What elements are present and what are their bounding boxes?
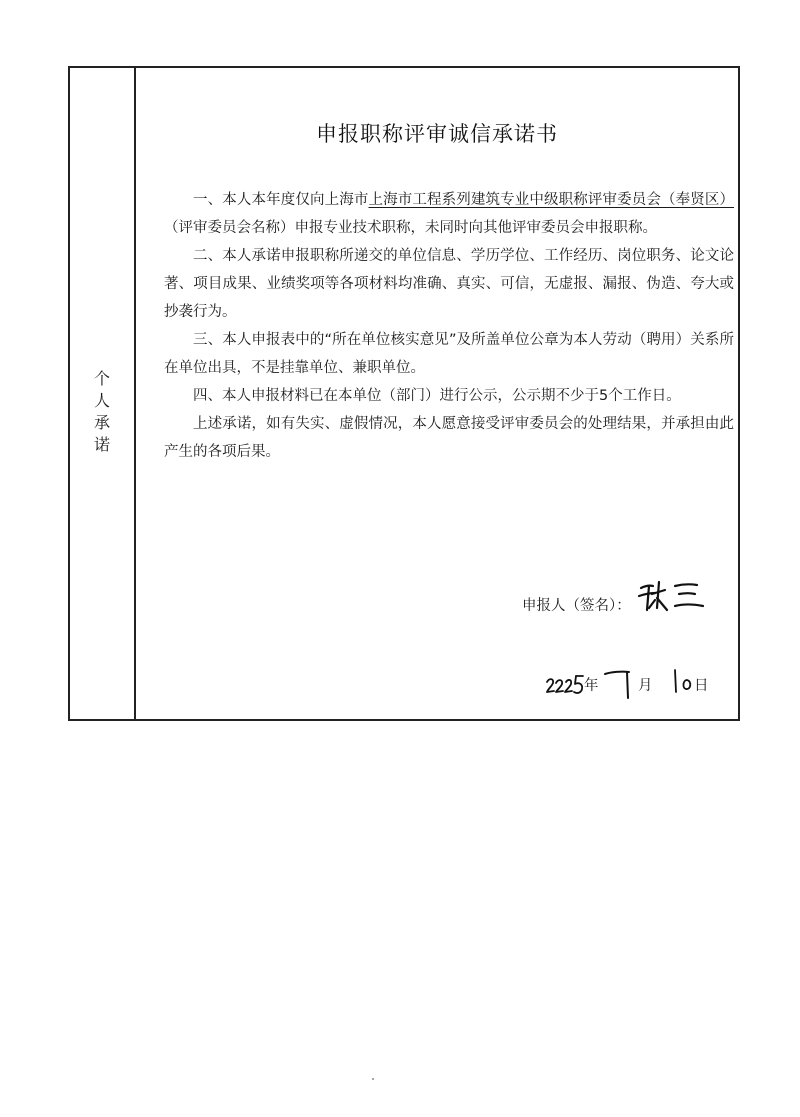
handwritten-day — [672, 662, 696, 698]
clause-one — [164, 186, 734, 242]
date-month-unit: 月 — [638, 678, 653, 694]
date-row — [546, 664, 746, 704]
clause-two: 二、本人承诺申报职称所递交的单位信息、学历学位、工作经历、岗位职务、论文论著、项目成果、业绩奖项等各项材料均准确、真实、可信，无虚报、漏报、伪造、夸大或抄袭行为。 — [164, 248, 734, 320]
clause-four: 四、本人申报材料已在本单位（部门）进行公示，公示期不少于5个工作日。 — [193, 388, 681, 404]
scan-speck — [372, 1078, 374, 1080]
closing-statement: 上述承诺，如有失实、虚假情况，本人愿意接受评审委员会的处理结果，并承担由此产生的各项后果。 — [164, 416, 734, 460]
clauses-block — [164, 186, 734, 466]
clause-one-prefix: 一、本人本年度仅向上海市 — [193, 192, 369, 208]
handwritten-year — [546, 664, 586, 700]
date-day-unit: 日 — [694, 678, 709, 694]
clause-one-suffix: （评审委员会名称）申报专业技术职称，未同时向其他评审委员会申报职称。 — [164, 220, 657, 236]
handwritten-month — [601, 662, 635, 702]
page-title: 申报职称评审诚信承诺书 — [316, 122, 558, 146]
committee-name-fill: 上海市工程系列建筑专业中级职称评审委员会（奉贤区） — [368, 192, 734, 208]
signature-label: 申报人（签名）： — [522, 597, 631, 614]
side-label: 个人承诺 — [93, 369, 110, 454]
signature-row — [522, 590, 707, 618]
clause-three: 三、本人申报表中的“所在单位核实意见”及所盖单位公章为本人劳动（聘用）关系所在单位出具，不是挂靠单位、兼职单位。 — [164, 332, 734, 376]
handwritten-signature — [635, 576, 707, 618]
main-content-column — [136, 68, 738, 719]
date-year-unit: 年 — [584, 678, 599, 694]
commitment-form-table — [68, 66, 740, 721]
side-column — [70, 68, 136, 719]
